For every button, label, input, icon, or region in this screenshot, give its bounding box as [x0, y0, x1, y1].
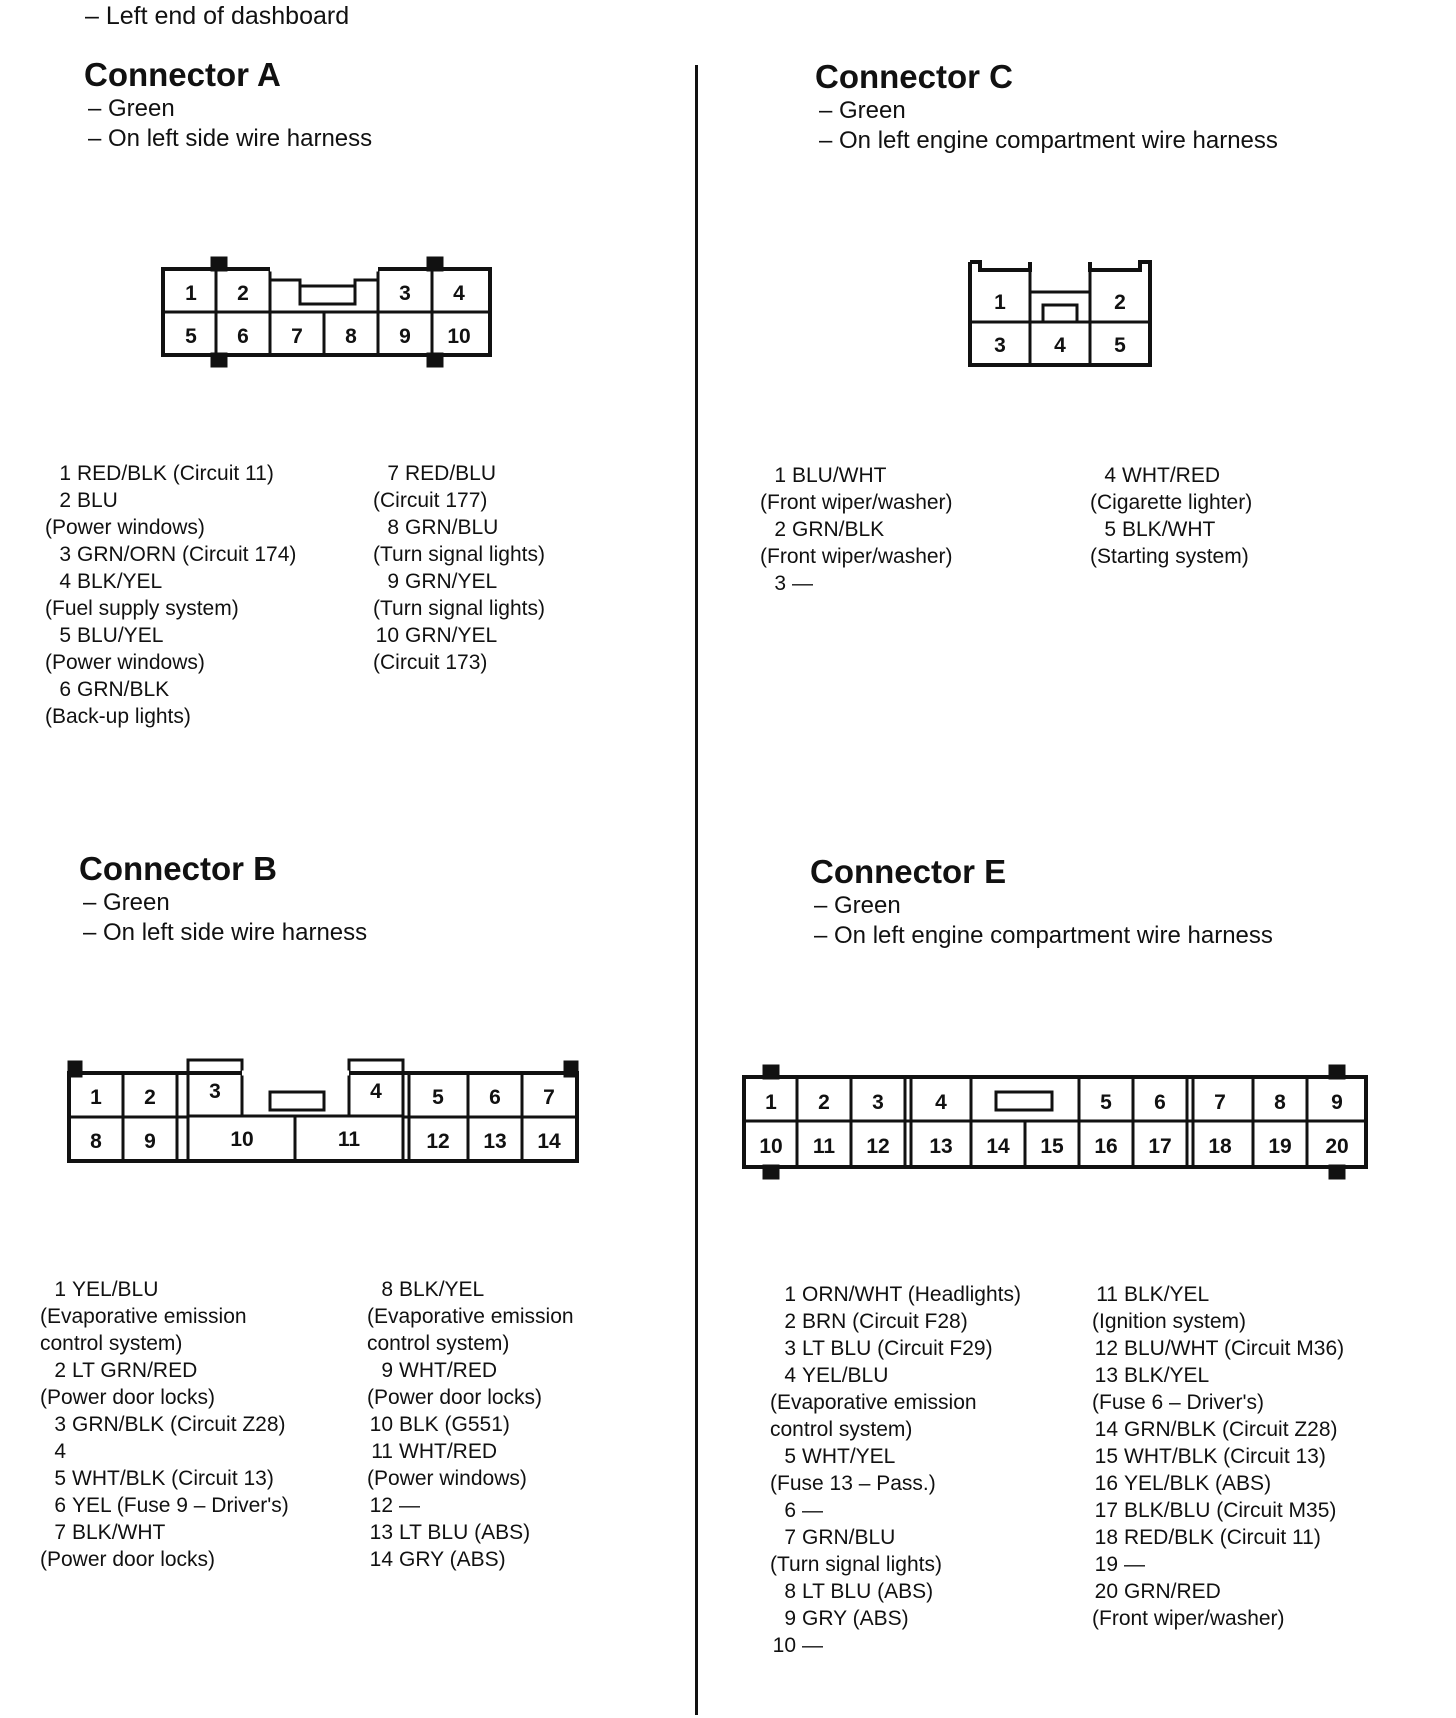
- connector-a-color: – Green: [88, 95, 175, 122]
- pin-wire: RED/BLK (Circuit 11): [77, 462, 274, 485]
- pin-number: 1: [774, 464, 786, 487]
- pin-wire: YEL/BLK (ABS): [1124, 1472, 1272, 1495]
- connector-e-cavity-label: 16: [1094, 1135, 1118, 1158]
- pin-entry: [1090, 462, 1410, 489]
- pin-description: (Power windows): [45, 516, 205, 539]
- connector-e-cavity-label: 2: [818, 1091, 830, 1114]
- pin-wire: GRY (ABS): [399, 1548, 506, 1571]
- pin-number: 3: [54, 1413, 66, 1436]
- connector-e-cavity-label: 10: [759, 1135, 783, 1158]
- pin-entry: [40, 1411, 360, 1438]
- pin-entry: [373, 622, 673, 649]
- pin-entry: [1090, 516, 1410, 543]
- pin-entry: [373, 568, 673, 595]
- connector-c-location: – On left engine compartment wire harness: [819, 127, 1278, 154]
- pin-description: (Turn signal lights): [373, 597, 545, 620]
- pin-wire: LT GRN/RED: [72, 1359, 198, 1382]
- connector-e-cavity-label: 8: [1274, 1091, 1286, 1114]
- pin-entry: [40, 1438, 360, 1465]
- pin-wire: GRN/BLK: [792, 518, 885, 541]
- pin-entry: [45, 460, 365, 487]
- pin-description: (Evaporative emission: [367, 1305, 574, 1328]
- pin-wire: ORN/WHT (Headlights): [802, 1283, 1021, 1306]
- connector-e-cavity-label: 20: [1325, 1135, 1349, 1158]
- pin-wire: BLK/YEL: [399, 1278, 485, 1301]
- connector-a-cavity-label: 3: [399, 282, 411, 305]
- pin-entry: [45, 487, 365, 514]
- pin-number: 19: [1094, 1553, 1118, 1576]
- pin-wire: [66, 1438, 72, 1465]
- pin-description: (Front wiper/washer): [760, 491, 953, 514]
- pin-number: 5: [784, 1445, 796, 1468]
- pin-number: 1: [59, 462, 71, 485]
- pin-wire: GRY (ABS): [802, 1607, 909, 1630]
- pin-wire: WHT/BLK (Circuit 13): [1124, 1445, 1326, 1468]
- pin-number: 1: [784, 1283, 796, 1306]
- pin-number: 16: [1094, 1472, 1118, 1495]
- pin-entry: [45, 676, 365, 703]
- pin-number: 6: [54, 1494, 66, 1517]
- connector-e-cavity-label: 17: [1148, 1135, 1172, 1158]
- connector-a-cavity-label: 8: [345, 325, 357, 348]
- connector-b-title: Connector B: [79, 850, 277, 887]
- pin-wire: LT BLU (ABS): [399, 1521, 531, 1544]
- pin-number: 4: [59, 570, 71, 593]
- pin-entry: [45, 622, 365, 649]
- pin-description: (Circuit 173): [373, 651, 488, 674]
- pin-entry: [40, 1465, 360, 1492]
- pin-number: 8: [387, 516, 399, 539]
- pin-number: 3: [784, 1337, 796, 1360]
- connector-c-header: [815, 58, 1278, 156]
- pin-entry: [367, 1357, 677, 1384]
- pin-number: 10: [369, 1413, 393, 1436]
- pin-wire: BLK/YEL: [1124, 1364, 1210, 1387]
- pin-number: 5: [1104, 518, 1116, 541]
- pin-description: (Turn signal lights): [373, 543, 545, 566]
- pin-number: 13: [1094, 1364, 1118, 1387]
- connector-a-pins-col1: [45, 460, 365, 730]
- pin-wire: GRN/RED: [1124, 1580, 1221, 1603]
- connector-b-cavity-label: 14: [537, 1130, 561, 1153]
- pin-description: (Power door locks): [40, 1548, 216, 1571]
- connector-b-cavity-label: 6: [489, 1086, 501, 1109]
- pin-number: 4: [1104, 464, 1116, 487]
- pin-entry: [770, 1497, 1070, 1524]
- pin-wire: YEL/BLU: [802, 1364, 889, 1387]
- connector-b-header: [79, 850, 367, 948]
- connector-c-title: Connector C: [815, 58, 1013, 95]
- pin-description: (Fuse 6 – Driver's): [1092, 1391, 1265, 1414]
- connector-b-color: – Green: [83, 889, 170, 916]
- pin-entry: [770, 1335, 1070, 1362]
- pin-entry: [1092, 1470, 1432, 1497]
- pin-entry: [367, 1519, 677, 1546]
- connector-a-cavity-label: 9: [399, 325, 411, 348]
- pin-entry: [760, 516, 1080, 543]
- pin-wire: BLK/WHT: [1122, 518, 1216, 541]
- pin-wire: LT BLU (Circuit F29): [802, 1337, 993, 1360]
- pin-wire: GRN/YEL: [405, 570, 498, 593]
- pin-number: 5: [59, 624, 71, 647]
- connector-c-cavity-label: 2: [1114, 291, 1126, 314]
- pin-number: 18: [1094, 1526, 1118, 1549]
- connector-e-cavity-label: 1: [765, 1091, 777, 1114]
- pin-description: control system): [40, 1332, 183, 1355]
- connector-b-cavity-label: 10: [230, 1128, 254, 1151]
- pin-description: (Starting system): [1090, 545, 1249, 568]
- pin-wire: GRN/BLK (Circuit Z28): [1124, 1418, 1338, 1441]
- pin-number: 9: [784, 1607, 796, 1630]
- connector-e-cavity-label: 18: [1208, 1135, 1232, 1158]
- connector-e-cavity-label: 13: [929, 1135, 953, 1158]
- pin-number: 2: [784, 1310, 796, 1333]
- pin-entry: [367, 1276, 677, 1303]
- pin-wire: GRN/YEL: [405, 624, 498, 647]
- connector-e-cavity-label: 9: [1331, 1091, 1343, 1114]
- pin-wire: WHT/RED: [399, 1359, 497, 1382]
- pin-wire: —: [1124, 1553, 1145, 1576]
- connector-e-title: Connector E: [810, 853, 1007, 890]
- connector-c-pins-col2: [1090, 462, 1410, 570]
- pin-number: 1: [54, 1278, 66, 1301]
- pin-number: 8: [381, 1278, 393, 1301]
- pin-number: 11: [371, 1440, 393, 1463]
- pin-number: 10: [772, 1634, 796, 1657]
- pin-description: (Fuel supply system): [45, 597, 239, 620]
- pin-number: 5: [54, 1467, 66, 1490]
- pin-entry: [1092, 1578, 1432, 1605]
- pin-description: (Evaporative emission: [40, 1305, 247, 1328]
- pin-entry: [770, 1281, 1070, 1308]
- pin-description: (Power door locks): [40, 1386, 216, 1409]
- pin-wire: YEL (Fuse 9 – Driver's): [72, 1494, 289, 1517]
- pin-entry: [367, 1546, 677, 1573]
- pin-number: 11: [1096, 1283, 1118, 1306]
- pin-description: (Evaporative emission: [770, 1391, 977, 1414]
- pin-entry: [1092, 1281, 1432, 1308]
- pin-number: 9: [381, 1359, 393, 1382]
- pin-wire: LT BLU (ABS): [802, 1580, 934, 1603]
- pin-number: 4: [784, 1364, 796, 1387]
- pin-description: (Fuse 13 – Pass.): [770, 1472, 936, 1495]
- pin-entry: [373, 514, 673, 541]
- pin-description: (Turn signal lights): [770, 1553, 942, 1576]
- pin-entry: [1092, 1497, 1432, 1524]
- pin-entry: [770, 1605, 1070, 1632]
- pin-number: 6: [59, 678, 71, 701]
- connector-a-cavity-label: 6: [237, 325, 249, 348]
- pin-number: 12: [369, 1494, 393, 1517]
- connector-a-title: Connector A: [84, 56, 281, 93]
- pin-entry: [1092, 1443, 1432, 1470]
- connector-a-diagram: [163, 258, 490, 366]
- pin-wire: WHT/BLK (Circuit 13): [72, 1467, 274, 1490]
- connector-a-location: – On left side wire harness: [88, 125, 373, 152]
- connector-a-cavity-label: 2: [237, 282, 249, 305]
- pin-entry: [770, 1443, 1070, 1470]
- pin-number: 14: [1094, 1418, 1118, 1441]
- connector-c-pins-col1: [760, 462, 1080, 597]
- connector-e-pins-col2: [1092, 1281, 1432, 1632]
- pin-wire: WHT/YEL: [802, 1445, 896, 1468]
- connector-b-cavity-label: 12: [426, 1130, 450, 1153]
- pin-number: 2: [54, 1359, 66, 1382]
- connector-b-cavity-label: 9: [144, 1130, 156, 1153]
- pin-description: (Front wiper/washer): [760, 545, 953, 568]
- connector-e-cavity-label: 14: [986, 1135, 1010, 1158]
- connector-b-cavity-label: 4: [370, 1080, 382, 1103]
- pin-entry: [373, 460, 673, 487]
- pin-description: (Cigarette lighter): [1090, 491, 1253, 514]
- pin-wire: BLU: [77, 489, 118, 512]
- pin-description: (Front wiper/washer): [1092, 1607, 1285, 1630]
- pin-wire: GRN/BLU: [802, 1526, 896, 1549]
- connector-e-color: – Green: [814, 892, 901, 919]
- pin-description: (Power door locks): [367, 1386, 543, 1409]
- connector-e-cavity-label: 12: [866, 1135, 890, 1158]
- pin-wire: RED/BLK (Circuit 11): [1124, 1526, 1321, 1549]
- pin-entry: [40, 1519, 360, 1546]
- connector-b-cavity-label: 1: [90, 1086, 102, 1109]
- pin-wire: BLK/WHT: [72, 1521, 166, 1544]
- pin-number: 20: [1094, 1580, 1118, 1603]
- connector-a-cavity-label: 10: [447, 325, 471, 348]
- connector-a-cavity-label: 1: [185, 282, 197, 305]
- pin-number: 3: [774, 572, 786, 595]
- pin-entry: [1092, 1335, 1432, 1362]
- connector-e-cavity-label: 6: [1154, 1091, 1166, 1114]
- pin-wire: —: [792, 572, 813, 595]
- pin-wire: RED/BLU: [405, 462, 497, 485]
- connector-b-cavity-label: 11: [337, 1128, 361, 1151]
- pin-number: 10: [375, 624, 399, 647]
- pin-wire: GRN/BLK (Circuit Z28): [72, 1413, 286, 1436]
- pin-wire: BLU/WHT (Circuit M36): [1124, 1337, 1345, 1360]
- pin-entry: [770, 1524, 1070, 1551]
- pin-number: 7: [54, 1521, 66, 1544]
- pin-wire: BRN (Circuit F28): [802, 1310, 968, 1333]
- intro-location: – Left end of dashboard: [85, 2, 350, 30]
- connector-a-pins-col2: [373, 460, 673, 676]
- connector-e-cavity-label: 4: [935, 1091, 947, 1114]
- connector-b-cavity-label: 5: [432, 1086, 444, 1109]
- pin-description: (Back-up lights): [45, 705, 191, 728]
- pin-entry: [367, 1492, 677, 1519]
- connector-e-cavity-label: 7: [1214, 1091, 1226, 1114]
- pin-wire: GRN/BLU: [405, 516, 499, 539]
- pin-wire: WHT/RED: [399, 1440, 497, 1463]
- pin-entry: [1092, 1416, 1432, 1443]
- pin-wire: WHT/RED: [1122, 464, 1220, 487]
- pin-description: (Circuit 177): [373, 489, 488, 512]
- pin-entry: [770, 1362, 1070, 1389]
- pin-description: (Power windows): [367, 1467, 527, 1490]
- pin-number: 17: [1094, 1499, 1118, 1522]
- pin-description: control system): [770, 1418, 913, 1441]
- pin-entry: [40, 1357, 360, 1384]
- connector-b-location: – On left side wire harness: [83, 919, 368, 946]
- pin-entry: [770, 1632, 1070, 1659]
- pin-wire: —: [802, 1634, 823, 1657]
- pin-wire: BLK/BLU (Circuit M35): [1124, 1499, 1337, 1522]
- connector-c-cavity-label: 4: [1054, 334, 1066, 357]
- connector-e-cavity-label: 11: [812, 1135, 836, 1158]
- connector-b-pins-col2: [367, 1276, 677, 1573]
- connector-a-cavity-label: 7: [291, 325, 303, 348]
- connector-b-cavity-label: 3: [209, 1080, 221, 1103]
- pin-entry: [40, 1492, 360, 1519]
- pin-wire: BLU/WHT: [792, 464, 887, 487]
- pin-entry: [770, 1308, 1070, 1335]
- connector-c-color: – Green: [819, 97, 906, 124]
- pin-number: 2: [774, 518, 786, 541]
- connector-b-cavity-label: 7: [543, 1086, 555, 1109]
- pin-number: 14: [369, 1548, 393, 1571]
- pin-number: 12: [1094, 1337, 1118, 1360]
- connector-b-pins-col1: [40, 1276, 360, 1573]
- pin-entry: [760, 462, 1080, 489]
- connector-e-pins-col1: [770, 1281, 1070, 1659]
- connector-e-cavity-label: 5: [1100, 1091, 1112, 1114]
- connector-e-location: – On left engine compartment wire harness: [814, 922, 1273, 949]
- connector-e-cavity-label: 19: [1268, 1135, 1292, 1158]
- connector-a-cavity-label: 5: [185, 325, 197, 348]
- pin-wire: YEL/BLU: [72, 1278, 159, 1301]
- pin-entry: [770, 1578, 1070, 1605]
- connector-e-diagram: [744, 1066, 1366, 1178]
- pin-number: 3: [59, 543, 71, 566]
- pin-entry: [45, 541, 365, 568]
- pin-entry: [1092, 1551, 1432, 1578]
- connector-c-cavity-label: 3: [994, 334, 1006, 357]
- connector-e-cavity-label: 3: [872, 1091, 884, 1114]
- pin-wire: BLK (G551): [399, 1413, 510, 1436]
- pin-wire: BLU/YEL: [77, 624, 164, 647]
- pin-wire: —: [802, 1499, 823, 1522]
- pin-entry: [1092, 1524, 1432, 1551]
- connector-e-cavity-label: 15: [1040, 1135, 1064, 1158]
- pin-number: 6: [784, 1499, 796, 1522]
- pin-entry: [367, 1411, 677, 1438]
- pin-wire: —: [399, 1494, 420, 1517]
- pin-number: 7: [784, 1526, 796, 1549]
- connector-b-cavity-label: 2: [144, 1086, 156, 1109]
- pin-entry: [760, 570, 1080, 597]
- pin-entry: [1092, 1362, 1432, 1389]
- pin-number: 7: [387, 462, 399, 485]
- pin-number: 2: [59, 489, 71, 512]
- pin-description: control system): [367, 1332, 510, 1355]
- pin-wire: BLK/YEL: [1124, 1283, 1210, 1306]
- connector-b-cavity-label: 13: [483, 1130, 507, 1153]
- connector-b-cavity-label: 8: [90, 1130, 102, 1153]
- connector-c-cavity-label: 1: [994, 291, 1006, 314]
- pin-entry: [45, 568, 365, 595]
- connector-a-cavity-label: 4: [453, 282, 465, 305]
- pin-wire: GRN/BLK: [77, 678, 170, 701]
- pin-wire: BLK/YEL: [77, 570, 163, 593]
- pin-wire: GRN/ORN (Circuit 174): [77, 543, 297, 566]
- pin-entry: [367, 1438, 677, 1465]
- pin-number: 4: [54, 1440, 66, 1463]
- pin-number: 13: [369, 1521, 393, 1544]
- pin-number: 9: [387, 570, 399, 593]
- connector-c-cavity-label: 5: [1114, 334, 1126, 357]
- pin-description: (Ignition system): [1092, 1310, 1247, 1333]
- pin-number: 8: [784, 1580, 796, 1603]
- pin-entry: [40, 1276, 360, 1303]
- pin-number: 15: [1094, 1445, 1118, 1468]
- pin-description: (Power windows): [45, 651, 205, 674]
- connector-e-header: [810, 853, 1273, 951]
